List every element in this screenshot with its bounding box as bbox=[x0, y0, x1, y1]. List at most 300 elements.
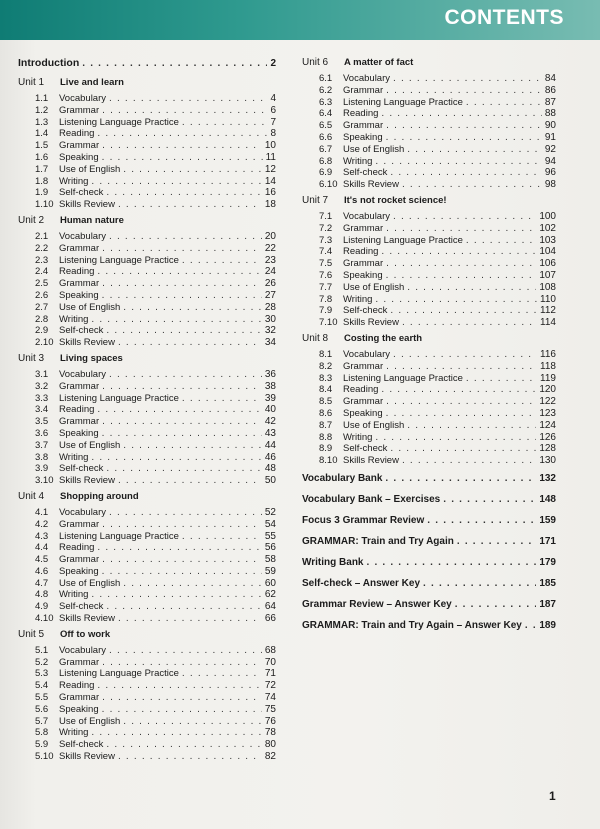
lesson-entry[interactable] bbox=[302, 373, 556, 385]
lesson-name: Grammar bbox=[59, 140, 100, 152]
lesson-entry[interactable] bbox=[18, 440, 276, 452]
lesson-page: 78 bbox=[264, 727, 276, 739]
lesson-entry[interactable] bbox=[18, 704, 276, 716]
dot-leader bbox=[393, 349, 537, 360]
lesson-name: Speaking bbox=[59, 565, 99, 577]
dot-leader bbox=[385, 473, 536, 484]
lesson-name: Vocabulary bbox=[59, 93, 107, 104]
lesson-page: 114 bbox=[540, 317, 556, 329]
lesson-number: 8.6 bbox=[319, 407, 333, 419]
lesson-name: Vocabulary bbox=[343, 348, 391, 360]
dot-leader bbox=[123, 164, 262, 175]
unit-heading[interactable] bbox=[302, 57, 556, 73]
lesson-number: 6.8 bbox=[319, 155, 333, 167]
lesson-number: 2.7 bbox=[35, 301, 49, 313]
lesson-entry[interactable] bbox=[18, 452, 276, 464]
lesson-entry[interactable] bbox=[18, 176, 276, 188]
lesson-entry[interactable] bbox=[302, 294, 556, 306]
lesson-entry[interactable] bbox=[18, 337, 276, 349]
lesson-entry[interactable] bbox=[18, 566, 276, 578]
dot-leader bbox=[97, 680, 261, 691]
lesson-entry[interactable] bbox=[302, 179, 556, 191]
lesson-page: 55 bbox=[264, 530, 276, 542]
lesson-entry[interactable] bbox=[18, 727, 276, 739]
lesson-entry[interactable] bbox=[302, 108, 556, 120]
extra-entry[interactable] bbox=[302, 515, 556, 536]
lesson-entry[interactable] bbox=[302, 85, 556, 97]
lesson-name: Use of English bbox=[59, 301, 121, 313]
unit-section bbox=[18, 77, 276, 211]
lesson-entry[interactable] bbox=[18, 692, 276, 704]
lesson-name: Self-check bbox=[343, 443, 388, 455]
dot-leader bbox=[386, 223, 536, 234]
introduction-entry[interactable] bbox=[18, 57, 276, 73]
lesson-name: Grammar bbox=[343, 120, 384, 132]
lesson-entry[interactable] bbox=[18, 164, 276, 176]
lesson-entry[interactable] bbox=[18, 369, 276, 381]
lesson-page: 118 bbox=[540, 360, 556, 372]
lesson-page: 126 bbox=[539, 431, 556, 443]
lesson-entry[interactable] bbox=[302, 132, 556, 144]
lesson-number: 3.10 bbox=[35, 475, 54, 487]
lesson-entry[interactable] bbox=[18, 657, 276, 669]
lesson-entry[interactable] bbox=[18, 578, 276, 590]
dot-leader bbox=[118, 199, 262, 210]
lesson-number: 1.5 bbox=[35, 140, 49, 152]
extra-entry[interactable] bbox=[302, 557, 556, 578]
dot-leader bbox=[91, 176, 261, 187]
lesson-name: Grammar bbox=[343, 222, 384, 234]
lesson-entry[interactable] bbox=[302, 408, 556, 420]
lesson-entry[interactable] bbox=[18, 589, 276, 601]
lesson-name: Reading bbox=[59, 266, 95, 278]
lesson-page: 106 bbox=[539, 258, 556, 270]
unit-heading[interactable] bbox=[18, 353, 276, 369]
lesson-number: 3.2 bbox=[35, 380, 49, 392]
lesson-entry[interactable] bbox=[302, 211, 556, 223]
lesson-page: 14 bbox=[264, 175, 276, 187]
dot-leader bbox=[443, 494, 536, 505]
unit-label: Unit 8 bbox=[302, 332, 329, 344]
lesson-page: 10 bbox=[264, 140, 276, 152]
lesson-name: Writing bbox=[59, 589, 89, 601]
lesson-name: Writing bbox=[59, 175, 89, 187]
lesson-number: 2.9 bbox=[35, 325, 49, 337]
lesson-entry[interactable] bbox=[18, 243, 276, 255]
lesson-entry[interactable] bbox=[18, 231, 276, 243]
lesson-entry[interactable] bbox=[302, 97, 556, 109]
dot-leader bbox=[466, 97, 542, 108]
lesson-number: 5.6 bbox=[35, 703, 49, 715]
extra-page: 187 bbox=[539, 598, 556, 610]
lesson-page: 16 bbox=[264, 187, 276, 199]
lesson-page: 68 bbox=[264, 644, 276, 656]
lesson-entry[interactable] bbox=[302, 246, 556, 258]
lesson-entry[interactable] bbox=[18, 645, 276, 657]
lesson-number: 7.1 bbox=[319, 210, 333, 222]
extra-entry[interactable] bbox=[302, 473, 556, 494]
dot-leader bbox=[118, 613, 262, 624]
lesson-name: Listening Language Practice bbox=[343, 234, 463, 246]
lesson-entry[interactable] bbox=[18, 290, 276, 302]
dot-leader bbox=[375, 156, 541, 167]
lesson-entry[interactable] bbox=[18, 266, 276, 278]
dot-leader bbox=[407, 282, 536, 293]
unit-section bbox=[18, 353, 276, 487]
lesson-name: Listening Language Practice bbox=[59, 530, 179, 542]
dot-leader bbox=[91, 589, 261, 600]
lesson-name: Skills Review bbox=[343, 317, 399, 329]
lesson-entry[interactable] bbox=[302, 384, 556, 396]
unit-title: It's not rocket science! bbox=[344, 194, 447, 206]
lesson-name: Grammar bbox=[59, 242, 100, 254]
unit-label: Unit 2 bbox=[18, 214, 45, 226]
lesson-entry[interactable] bbox=[302, 455, 556, 467]
dot-leader bbox=[386, 258, 536, 269]
lesson-entry[interactable] bbox=[302, 282, 556, 294]
lesson-page: 48 bbox=[264, 463, 276, 475]
lesson-entry[interactable] bbox=[18, 302, 276, 314]
lesson-page: 75 bbox=[264, 703, 276, 715]
lesson-page: 6 bbox=[270, 104, 276, 116]
extra-page: 179 bbox=[539, 556, 556, 568]
lesson-entry[interactable] bbox=[18, 507, 276, 519]
lesson-name: Self-check bbox=[59, 325, 104, 337]
lesson-number: 4.9 bbox=[35, 601, 49, 613]
dot-leader bbox=[402, 455, 536, 466]
lesson-page: 60 bbox=[264, 577, 276, 589]
extra-page: 171 bbox=[539, 535, 556, 547]
unit-section bbox=[18, 215, 276, 349]
lesson-entry[interactable] bbox=[18, 93, 276, 105]
left-units-list bbox=[18, 77, 276, 763]
lesson-number: 3.4 bbox=[35, 404, 49, 416]
dot-leader bbox=[466, 235, 536, 246]
dot-leader bbox=[182, 668, 262, 679]
lesson-page: 44 bbox=[264, 439, 276, 451]
lesson-entry[interactable] bbox=[302, 223, 556, 235]
dot-leader bbox=[102, 554, 262, 565]
lesson-page: 46 bbox=[264, 451, 276, 463]
lesson-page: 27 bbox=[264, 289, 276, 301]
lesson-entry[interactable] bbox=[18, 716, 276, 728]
lesson-page: 80 bbox=[264, 739, 276, 751]
unit-title: Human nature bbox=[60, 214, 124, 226]
lesson-number: 1.6 bbox=[35, 151, 49, 163]
extra-entry[interactable] bbox=[302, 494, 556, 515]
extra-name: Vocabulary Bank – Exercises bbox=[302, 493, 441, 505]
left-column bbox=[18, 57, 276, 767]
lesson-entry[interactable] bbox=[18, 325, 276, 337]
dot-leader bbox=[109, 645, 262, 656]
lesson-entry[interactable] bbox=[18, 381, 276, 393]
lesson-entry[interactable] bbox=[302, 432, 556, 444]
extra-entry[interactable] bbox=[302, 536, 556, 557]
lesson-number: 7.4 bbox=[319, 246, 333, 258]
dot-leader bbox=[402, 317, 537, 328]
lesson-number: 1.1 bbox=[35, 93, 49, 104]
lesson-name: Self-check bbox=[59, 187, 104, 199]
dot-leader bbox=[407, 420, 536, 431]
lesson-number: 2.5 bbox=[35, 278, 49, 290]
lesson-entry[interactable] bbox=[18, 187, 276, 199]
dot-leader bbox=[123, 578, 262, 589]
lesson-entry[interactable] bbox=[302, 361, 556, 373]
dot-leader bbox=[91, 727, 261, 738]
unit-section bbox=[302, 57, 556, 191]
lesson-name: Listening Language Practice bbox=[59, 392, 179, 404]
dot-leader bbox=[386, 132, 542, 143]
dot-leader bbox=[102, 416, 262, 427]
lesson-entry[interactable] bbox=[18, 105, 276, 117]
dot-leader bbox=[407, 144, 542, 155]
lesson-name: Listening Language Practice bbox=[59, 668, 179, 680]
lesson-entry[interactable] bbox=[18, 199, 276, 211]
lesson-page: 50 bbox=[264, 475, 276, 487]
lesson-name: Self-check bbox=[343, 305, 388, 317]
lesson-entry[interactable] bbox=[18, 128, 276, 140]
lesson-entry[interactable] bbox=[302, 120, 556, 132]
unit-heading[interactable] bbox=[18, 491, 276, 507]
lesson-name: Skills Review bbox=[343, 455, 399, 467]
lesson-name: Listening Language Practice bbox=[343, 96, 463, 108]
extras-list bbox=[302, 473, 556, 641]
lesson-number: 4.8 bbox=[35, 589, 49, 601]
lesson-page: 88 bbox=[544, 108, 556, 120]
unit-title: Live and learn bbox=[60, 77, 124, 88]
lesson-entry[interactable] bbox=[302, 270, 556, 282]
lesson-page: 107 bbox=[539, 269, 556, 281]
lesson-page: 87 bbox=[544, 96, 556, 108]
dot-leader bbox=[386, 270, 537, 281]
lesson-entry[interactable] bbox=[18, 404, 276, 416]
dot-leader bbox=[182, 393, 262, 404]
dot-leader bbox=[375, 432, 536, 443]
lesson-page: 82 bbox=[264, 751, 276, 763]
unit-label: Unit 1 bbox=[18, 77, 45, 88]
unit-title: Off to work bbox=[60, 628, 111, 640]
unit-heading[interactable] bbox=[302, 195, 556, 211]
lesson-number: 3.8 bbox=[35, 451, 49, 463]
dot-leader bbox=[102, 290, 262, 301]
lesson-number: 8.3 bbox=[319, 372, 333, 384]
lesson-entry[interactable] bbox=[18, 463, 276, 475]
lesson-name: Use of English bbox=[59, 577, 121, 589]
lesson-number: 7.3 bbox=[319, 234, 333, 246]
lesson-page: 42 bbox=[264, 416, 276, 428]
lesson-number: 8.8 bbox=[319, 431, 333, 443]
lesson-page: 34 bbox=[264, 337, 276, 349]
unit-heading[interactable] bbox=[18, 77, 276, 93]
extra-page: 185 bbox=[539, 577, 556, 589]
lesson-number: 5.2 bbox=[35, 656, 49, 668]
lesson-entry[interactable] bbox=[18, 531, 276, 543]
lesson-page: 123 bbox=[539, 407, 556, 419]
lesson-page: 12 bbox=[264, 163, 276, 175]
unit-title: Costing the earth bbox=[344, 332, 423, 344]
lesson-page: 11 bbox=[265, 151, 276, 163]
dot-leader bbox=[386, 85, 542, 96]
unit-title: Shopping around bbox=[60, 490, 139, 502]
lesson-name: Skills Review bbox=[59, 751, 115, 763]
lesson-page: 103 bbox=[539, 234, 556, 246]
lesson-number: 8.4 bbox=[319, 384, 333, 396]
extra-name: Focus 3 Grammar Review bbox=[302, 514, 425, 526]
lesson-entry[interactable] bbox=[18, 519, 276, 531]
extra-name: Grammar Review – Answer Key bbox=[302, 598, 452, 610]
lesson-number: 5.4 bbox=[35, 680, 49, 692]
lesson-number: 5.9 bbox=[35, 739, 49, 751]
lesson-name: Use of English bbox=[343, 419, 405, 431]
lesson-entry[interactable] bbox=[302, 420, 556, 432]
lesson-page: 7 bbox=[270, 116, 276, 128]
extra-entry[interactable] bbox=[302, 578, 556, 599]
lesson-page: 122 bbox=[539, 396, 556, 408]
dot-leader bbox=[366, 557, 536, 568]
lesson-number: 8.10 bbox=[319, 455, 338, 467]
extra-page: 148 bbox=[539, 493, 556, 505]
unit-heading[interactable] bbox=[18, 629, 276, 645]
lesson-number: 5.5 bbox=[35, 692, 49, 704]
lesson-name: Use of English bbox=[343, 143, 405, 155]
lesson-name: Listening Language Practice bbox=[59, 254, 179, 266]
lesson-page: 90 bbox=[544, 120, 556, 132]
lesson-page: 76 bbox=[264, 715, 276, 727]
dot-leader bbox=[386, 120, 542, 131]
lesson-entry[interactable] bbox=[18, 152, 276, 164]
lesson-entry[interactable] bbox=[18, 428, 276, 440]
lesson-number: 5.3 bbox=[35, 668, 49, 680]
lesson-number: 2.4 bbox=[35, 266, 49, 278]
lesson-number: 1.3 bbox=[35, 116, 49, 128]
lesson-entry[interactable] bbox=[18, 278, 276, 290]
lesson-page: 94 bbox=[544, 155, 556, 167]
lesson-page: 112 bbox=[540, 305, 556, 317]
lesson-page: 8 bbox=[270, 128, 276, 140]
dot-leader bbox=[97, 128, 267, 139]
lesson-entry[interactable] bbox=[302, 317, 556, 329]
lesson-number: 3.7 bbox=[35, 439, 49, 451]
lesson-name: Grammar bbox=[343, 84, 384, 96]
unit-label: Unit 5 bbox=[18, 628, 45, 640]
lesson-page: 74 bbox=[264, 692, 276, 704]
lesson-entry[interactable] bbox=[18, 542, 276, 554]
lesson-page: 32 bbox=[264, 325, 276, 337]
lesson-name: Use of English bbox=[59, 715, 121, 727]
lesson-name: Reading bbox=[343, 246, 379, 258]
lesson-entry[interactable] bbox=[18, 416, 276, 428]
extra-page: 159 bbox=[539, 514, 556, 526]
lesson-entry[interactable] bbox=[302, 235, 556, 247]
lesson-page: 43 bbox=[264, 427, 276, 439]
dot-leader bbox=[466, 373, 537, 384]
lesson-entry[interactable] bbox=[302, 167, 556, 179]
dot-leader bbox=[118, 337, 262, 348]
unit-label: Unit 7 bbox=[302, 194, 329, 206]
lesson-number: 4.6 bbox=[35, 565, 49, 577]
lesson-entry[interactable] bbox=[18, 751, 276, 763]
lesson-page: 92 bbox=[544, 143, 556, 155]
lesson-entry[interactable] bbox=[302, 349, 556, 361]
lesson-name: Writing bbox=[343, 293, 373, 305]
lesson-entry[interactable] bbox=[302, 156, 556, 168]
introduction-label: Introduction bbox=[18, 57, 80, 69]
lesson-number: 3.3 bbox=[35, 392, 49, 404]
lesson-entry[interactable] bbox=[18, 554, 276, 566]
dot-leader bbox=[97, 542, 261, 553]
lesson-number: 5.7 bbox=[35, 715, 49, 727]
dot-leader bbox=[182, 255, 262, 266]
lesson-entry[interactable] bbox=[18, 117, 276, 129]
dot-leader bbox=[386, 396, 536, 407]
lesson-page: 58 bbox=[264, 554, 276, 566]
dot-leader bbox=[97, 266, 261, 277]
lesson-page: 62 bbox=[264, 589, 276, 601]
unit-section bbox=[302, 333, 556, 467]
unit-heading[interactable] bbox=[18, 215, 276, 231]
lesson-entry[interactable] bbox=[18, 255, 276, 267]
lesson-number: 4.4 bbox=[35, 542, 49, 554]
lesson-name: Skills Review bbox=[59, 613, 115, 625]
lesson-name: Use of English bbox=[59, 163, 121, 175]
dot-leader bbox=[102, 519, 262, 530]
lesson-page: 130 bbox=[539, 455, 556, 467]
lesson-entry[interactable] bbox=[302, 305, 556, 317]
extra-entry[interactable] bbox=[302, 599, 556, 620]
unit-title: Living spaces bbox=[60, 352, 123, 364]
lesson-number: 1.4 bbox=[35, 128, 49, 140]
lesson-entry[interactable] bbox=[18, 613, 276, 625]
lesson-number: 6.4 bbox=[319, 108, 333, 120]
lesson-name: Self-check bbox=[59, 463, 104, 475]
lesson-entry[interactable] bbox=[18, 140, 276, 152]
lesson-entry[interactable] bbox=[302, 443, 556, 455]
lesson-entry[interactable] bbox=[302, 396, 556, 408]
unit-label: Unit 6 bbox=[302, 57, 329, 68]
lesson-page: 38 bbox=[264, 380, 276, 392]
lesson-entry[interactable] bbox=[302, 73, 556, 85]
dot-leader bbox=[106, 739, 262, 750]
lesson-entry[interactable] bbox=[302, 258, 556, 270]
dot-leader bbox=[102, 278, 262, 289]
lesson-name: Vocabulary bbox=[59, 644, 107, 656]
lesson-entry[interactable] bbox=[18, 680, 276, 692]
lesson-entry[interactable] bbox=[18, 739, 276, 751]
lesson-name: Self-check bbox=[59, 739, 104, 751]
lesson-entry[interactable] bbox=[18, 475, 276, 487]
extra-entry[interactable] bbox=[302, 620, 556, 641]
header-banner bbox=[0, 0, 600, 40]
lesson-name: Skills Review bbox=[59, 337, 115, 349]
lesson-page: 64 bbox=[264, 601, 276, 613]
lesson-name: Speaking bbox=[343, 131, 383, 143]
lesson-number: 3.9 bbox=[35, 463, 49, 475]
dot-leader bbox=[102, 692, 262, 703]
dot-leader bbox=[123, 716, 262, 727]
lesson-page: 30 bbox=[264, 313, 276, 325]
lesson-entry[interactable] bbox=[18, 314, 276, 326]
lesson-name: Grammar bbox=[59, 692, 100, 704]
lesson-entry[interactable] bbox=[18, 668, 276, 680]
lesson-entry[interactable] bbox=[302, 144, 556, 156]
dot-leader bbox=[381, 384, 536, 395]
lesson-name: Speaking bbox=[59, 289, 99, 301]
lesson-page: 120 bbox=[539, 384, 556, 396]
lesson-entry[interactable] bbox=[18, 601, 276, 613]
lesson-entry[interactable] bbox=[18, 393, 276, 405]
lesson-page: 56 bbox=[264, 542, 276, 554]
unit-heading[interactable] bbox=[302, 333, 556, 349]
